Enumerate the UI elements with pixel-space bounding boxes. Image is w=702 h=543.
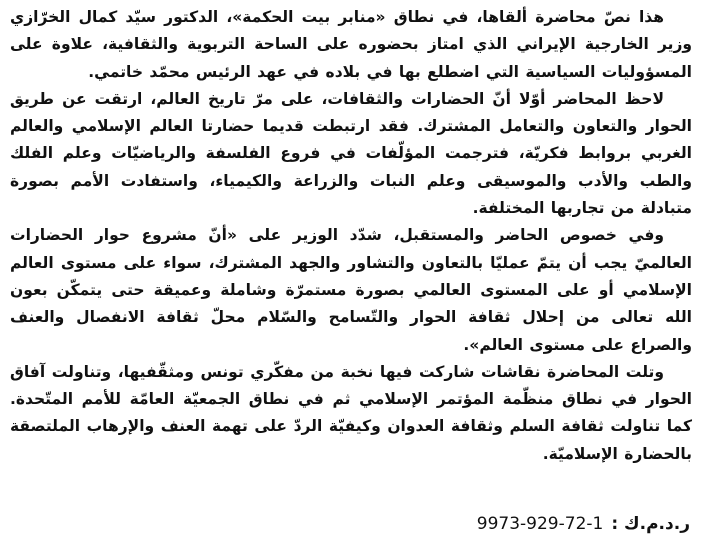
isbn-line bbox=[477, 513, 690, 535]
isbn-label: ر.د.م.ك : bbox=[611, 514, 690, 534]
paragraph-history: لاحظ المحاضر أوّلا أنّ الحضارات والثقافات، على مرّ تاريخ العالم، ارتقت عن طريق الحوار والتعاون والتعامل المشترك. فقد ارتبطت قديما حضارتا العالم الإسلامي والعالم الغربي بروابط فكريّة، فترجمت المؤلّفات في فروع الفلسفة والرياضيّات وعلم الفلك والطب والأدب والموسيقى وعلم النبات والزراعة والكيمياء، واستفادت الأمم بصورة متبادلة من تجاربها المختلفة. bbox=[10, 89, 692, 218]
paragraph-intro: هذا نصّ محاضرة ألقاها، في نطاق «منابر بيت الحكمة»، الدكتور سيّد كمال الخرّازي وزير الخارجية الإيراني الذي امتاز بحضوره على الساحة التربوية والثقافية، علاوة على المسؤوليات السياسية التي اضطلع بها في بلاده في عهد الرئيس محمّد خاتمي. bbox=[10, 8, 692, 81]
paragraph-discussion: وتلت المحاضرة نقاشات شاركت فيها نخبة من مفكّري تونس ومثقّفيها، وتناولت آفاق الحوار في نطاق منظّمة المؤتمر الإسلامي ثم في نطاق الجمعيّة العامّة للأمم المتّحدة. كما تناولت ثقافة السلم وثقافة العدوان وكيفيّة الردّ على تهمة العنف والإرهاب الملتصقة بالحضارة الإسلاميّة. bbox=[10, 362, 692, 463]
document-page bbox=[10, 4, 692, 539]
paragraph-future: وفي خصوص الحاضر والمستقبل، شدّد الوزير على «أنّ مشروع حوار الحضارات العالميّ يجب أن يتمّ عمليّا بالتعاون والتشاور والجهد المشترك، سواء على مستوى العالم الإسلامي أو على المستوى العالمي بصورة مستمرّة وشاملة وعميقة حتى يتمكّن بعون الله تعالى من إحلال ثقافة الحوار والتّسامح والسّلام محلّ ثقافة الانفصال والعنف والصراع على مستوى العالم». bbox=[10, 226, 692, 354]
isbn-number: 9973-929-72-1 bbox=[476, 514, 604, 534]
